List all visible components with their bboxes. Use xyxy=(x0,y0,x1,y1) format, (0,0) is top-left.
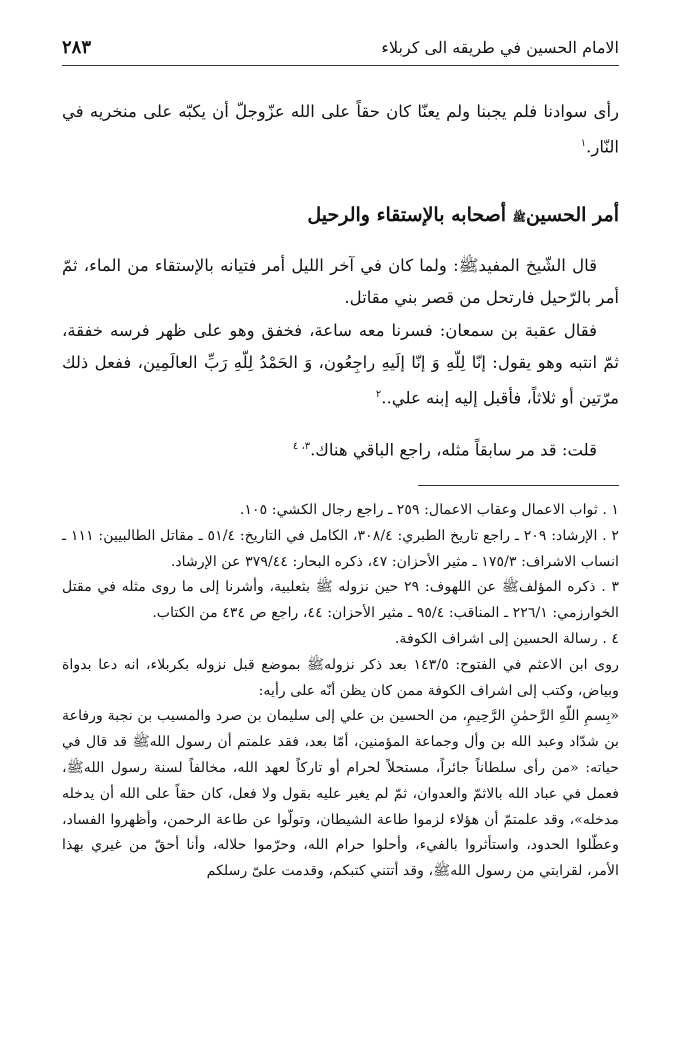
footnote-4-title: ٤ . رسالة الحسين إلى اشراف الكوفة. xyxy=(394,630,619,647)
intro-paragraph xyxy=(62,96,619,164)
footnotes xyxy=(62,498,619,885)
footnote-divider xyxy=(418,485,619,486)
honorific-mark: ﷺ xyxy=(512,211,526,224)
paragraph-3-text: قلت: قد مر سابقاً مثله، راجع الباقي هناك. xyxy=(310,440,597,460)
footnote-3: ٣ . ذكره المؤلفﷺ عن اللهوف: ٢٩ حين نزوله ﷺ بثعلبية، وأشرنا إلى ما روى مثله في مقتل الخوارزمي: ٢٢٦/١ ـ المناقب: ٩٥/٤ ـ مثير الأحزان: ٤٤، راجع ص ٤٣٤ من الكتاب. xyxy=(62,579,619,622)
footnote-ref-2: ٢ xyxy=(375,389,382,400)
paragraph-2 xyxy=(62,315,619,415)
paragraph-3 xyxy=(62,431,619,467)
footnote-2: ٢ . الإرشاد: ٢٠٩ ـ راجع تاريخ الطبري: ٣٠٨/٤، الكامل في التاريخ: ٥١/٤ ـ مقاتل الطالبيين: ١١١ ـ انساب الاشراف: ١٧٥/٣ ـ مثير الأحزان: ٤٧، ذكره البحار: ٣٧٩/٤٤ عن الإرشاد. xyxy=(62,527,619,570)
footnote-1: ١ . ثواب الاعمال وعقاب الاعمال: ٢٥٩ ـ راجع رجال الكشي: ١٠٥. xyxy=(239,502,619,518)
footnote-ref-3-4: ٣، ٤ xyxy=(292,441,311,452)
footnote-4-letter: «بِسمِ اللّهِ الرَّحمٰنِ الرَّحِيمِ، من الحسين بن علي إلى سليمان بن صرد والمسيب بن نجبة ورفاعة بن شدّاد وعبد الله بن وأل وجماعة المؤمنين، أمّا بعد، فقد علمتم أن رسول اللهﷺ قد قال في حياته: «من رأى سلطاناً جائراً، مستحلاً لحرام أو تاركاً لعهد الله، مخالفاً لسنة رسول اللهﷺ، فعمل في عباد الله بالاثمّ والعدوان، ثمّ لم يغير عليه بقول ولا فعل، كان حقاً على الله أن يدخله مدخله»، وقد علمتمّ أن هؤلاء لزموا طاعة الشيطان، وتولّوا عن طاعة الرحمن، وأظهروا الفساد، وعطّلوا الحدود، واستأثروا بالفيء، وأحلوا حرام الله، وحرّموا حلاله، وأنا أحقّ من غيري بهذا الأمر، لقرابتي من رسول اللهﷺ، وقد أتتني كتبكم، وقدمت علىّ رسلكم xyxy=(62,708,619,880)
section-heading-text: أمر الحسينﷺ أصحابه بالإستقاء والرحيل xyxy=(307,204,619,226)
header-title: الامام الحسين في طريقه الى كربلاء xyxy=(381,37,619,57)
paragraph-2-text: فقال عقبة بن سمعان: فسرنا معه ساعة، فخفق وهو على ظهر فرسه خفقة، ثمّ انتبه وهو يقول: إنّا لِلّهِ وَ إنّا إلَيهِ راجِعُون، وَ الحَمْدُ لِلّهِ رَبِّ العالَمِين، ففعل ذلك مرّتين أو ثلاثاً، فأقبل إليه إبنه علي.. xyxy=(62,321,619,408)
footnote-4-intro: روى ابن الاعثم في الفتوح: ١٤٣/٥ بعد ذكر نزولهﷺ بموضع قبل نزوله بكربلاء، انه دعا بدواة وبياض، وكتب إلى اشراف الكوفة ممن كان يظن أنّه على رأيه: xyxy=(62,656,619,699)
paragraph-1 xyxy=(62,250,619,314)
header-divider xyxy=(62,65,619,66)
running-header xyxy=(62,34,619,60)
page-number: ٢٨٣ xyxy=(62,36,92,58)
footnote-ref-1: ١ xyxy=(580,138,587,149)
section-heading xyxy=(62,204,619,227)
paragraph-1-text: قال الشّيخ المفيدﷺ: ولما كان في آخر الليل أمر فتيانه بالإستقاء من الماء، ثمّ أمر بالرّحيل فارتحل من قصر بني مقاتل. xyxy=(62,256,619,307)
intro-text: رأى سوادنا فلم يجبنا ولم يعنّا كان حقاً على الله عزّوجلّ أن يكبّه على منخريه في النّار. xyxy=(62,102,619,157)
